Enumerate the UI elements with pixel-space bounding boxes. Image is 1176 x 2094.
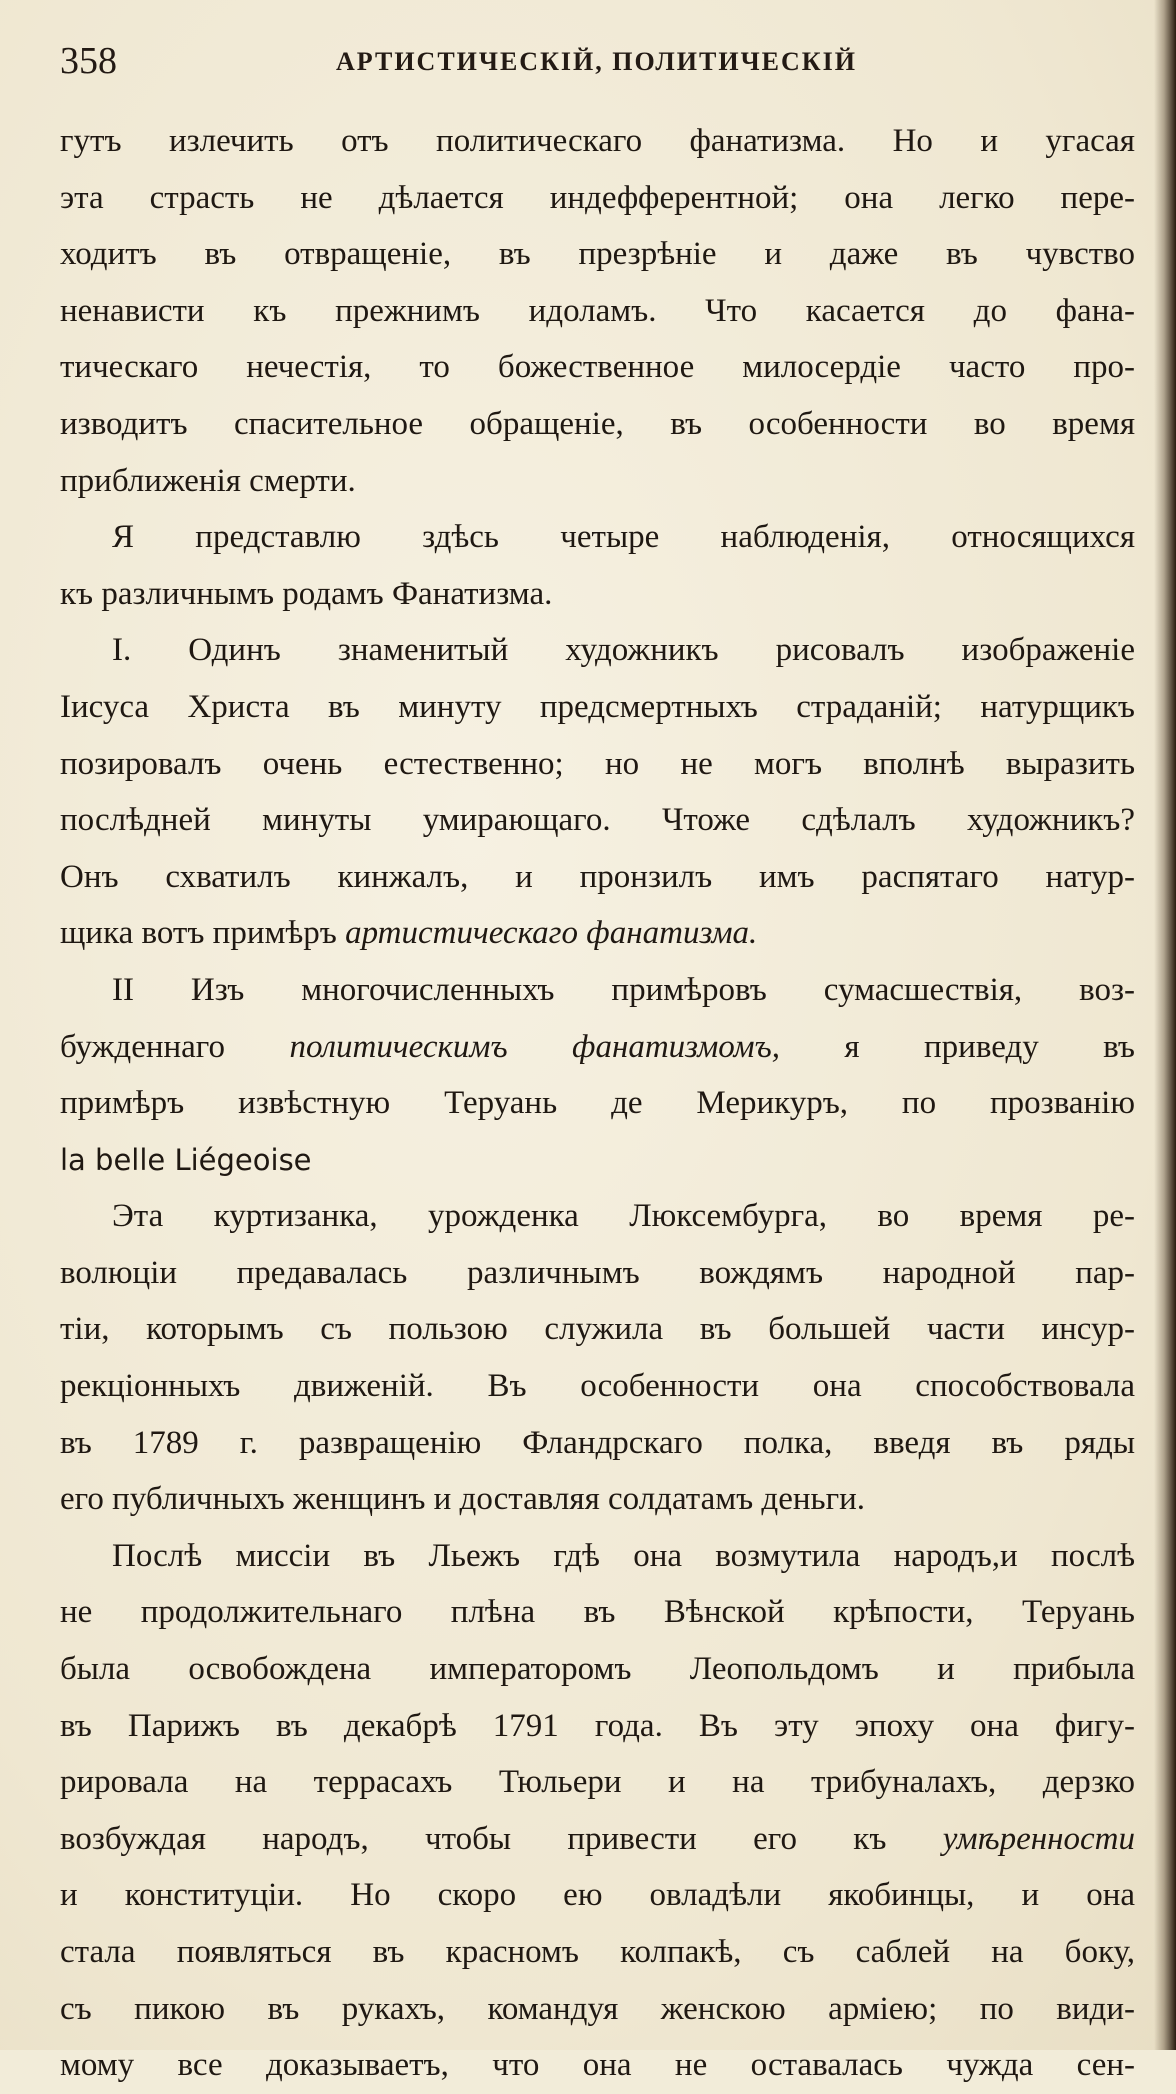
text-line: примѣръ извѣстную Теруань де Мерикуръ, по прозванію (60, 1085, 1135, 1122)
text-line: въ 1789 г. развращенію Фландрскаго полка, введя въ ряды (60, 1424, 1135, 1461)
text-line: ходитъ въ отвращеніе, въ презрѣніе и даже въ чувство (60, 236, 1135, 273)
running-head: АРТИСТИЧЕСКІЙ, ПОЛИТИЧЕСКІЙ (336, 47, 857, 76)
paragraph-start-line: I. Одинъ знаменитый художникъ рисовалъ изображеніе (112, 632, 1135, 669)
text-line: приближенія смерти. (60, 462, 356, 499)
text-line-with-italic (60, 1811, 1135, 1868)
paragraph-start-line: Эта куртизанка, урожденка Люксембурга, во время ре- (112, 1198, 1135, 1235)
text-line: къ различнымъ родамъ Фанатизма. (60, 575, 553, 612)
nickname-line: la belle Liégeoise (60, 1142, 312, 1177)
text-line: и конституціи. Но скоро ею овладѣли якобинцы, и она (60, 1877, 1135, 1914)
text-line: тіи, которымъ съ пользою служила въ большей части инсур- (60, 1311, 1135, 1348)
text-line: его публичныхъ женщинъ и доставляя солдатамъ деньги. (60, 1481, 866, 1518)
text-line: эта страсть не дѣлается индефферентной; она легко пере- (60, 179, 1135, 216)
text-line: гутъ излечить отъ политическаго фанатизма. Но и угасая (60, 123, 1135, 159)
text-line: изводитъ спасительное обращеніе, въ особенности во время (60, 405, 1135, 442)
body-text (60, 113, 1135, 2094)
text-line: рекціонныхъ движеній. Въ особенности она способствовала (60, 1368, 1135, 1405)
text-line: рировала на террасахъ Тюльери и на трибуналахъ, дерзко (60, 1764, 1135, 1801)
page-header (50, 38, 1110, 84)
text-line: ненависти къ прежнимъ идоламъ. Что касается до фана- (60, 292, 1135, 329)
text-line: была освобождена императоромъ Леопольдомъ и прибыла (60, 1651, 1135, 1688)
paragraph-start-line: Послѣ миссіи въ Льежъ гдѣ она возмутила народъ,и послѣ (112, 1537, 1135, 1574)
text-line: Онъ схватилъ кинжалъ, и пронзилъ имъ распятаго натур- (60, 858, 1135, 895)
text-line: не продолжительнаго плѣна въ Вѣнской крѣпости, Теруань (60, 1594, 1135, 1631)
text-line: тическаго нечестія, то божественное милосердіе часто про- (60, 349, 1135, 386)
text-line-with-italic (60, 1019, 1135, 1076)
text-segment: возбуждая народъ, чтобы привести его къ (60, 1820, 943, 1857)
text-segment: я приведу въ (779, 1028, 1135, 1065)
text-line: волюціи предавалась различнымъ вождямъ народной пар- (60, 1254, 1135, 1291)
text-line: Іисуса Христа въ минуту предсмертныхъ страданій; натурщикъ (60, 688, 1135, 725)
page-number: 358 (60, 40, 117, 82)
paragraph-start-line: II Изъ многочисленныхъ примѣровъ сумасшествія, воз- (112, 971, 1135, 1008)
page-edge-shadow (1154, 0, 1176, 2050)
text-segment: бужденнаго (60, 1028, 290, 1065)
text-line: въ Парижъ въ декабрѣ 1791 года. Въ эту эпоху она фигу- (60, 1707, 1135, 1744)
text-segment: щика вотъ примѣръ (60, 915, 346, 952)
paragraph-start-line: Я представлю здѣсь четыре наблюденія, относящихся (112, 519, 1135, 556)
text-line: съ пикою въ рукахъ, командуя женскою арміею; по види- (60, 1990, 1135, 2027)
italic-emphasis: артистическаго фанатизма. (345, 915, 758, 952)
text-line: позировалъ очень естественно; но не могъ вполнѣ выразить (60, 745, 1135, 782)
text-line: мому все доказываетъ, что она не оставалась чужда сен- (60, 2047, 1135, 2084)
text-line-with-italic (60, 905, 1135, 962)
italic-emphasis: политическимъ фанатизмомъ, (289, 1028, 780, 1065)
italic-emphasis: умѣренности (942, 1820, 1135, 1857)
text-line: стала появляться въ красномъ колпакѣ, съ саблей на боку, (60, 1934, 1135, 1970)
text-line: послѣдней минуты умирающаго. Чтоже сдѣлалъ художникъ? (60, 802, 1135, 839)
